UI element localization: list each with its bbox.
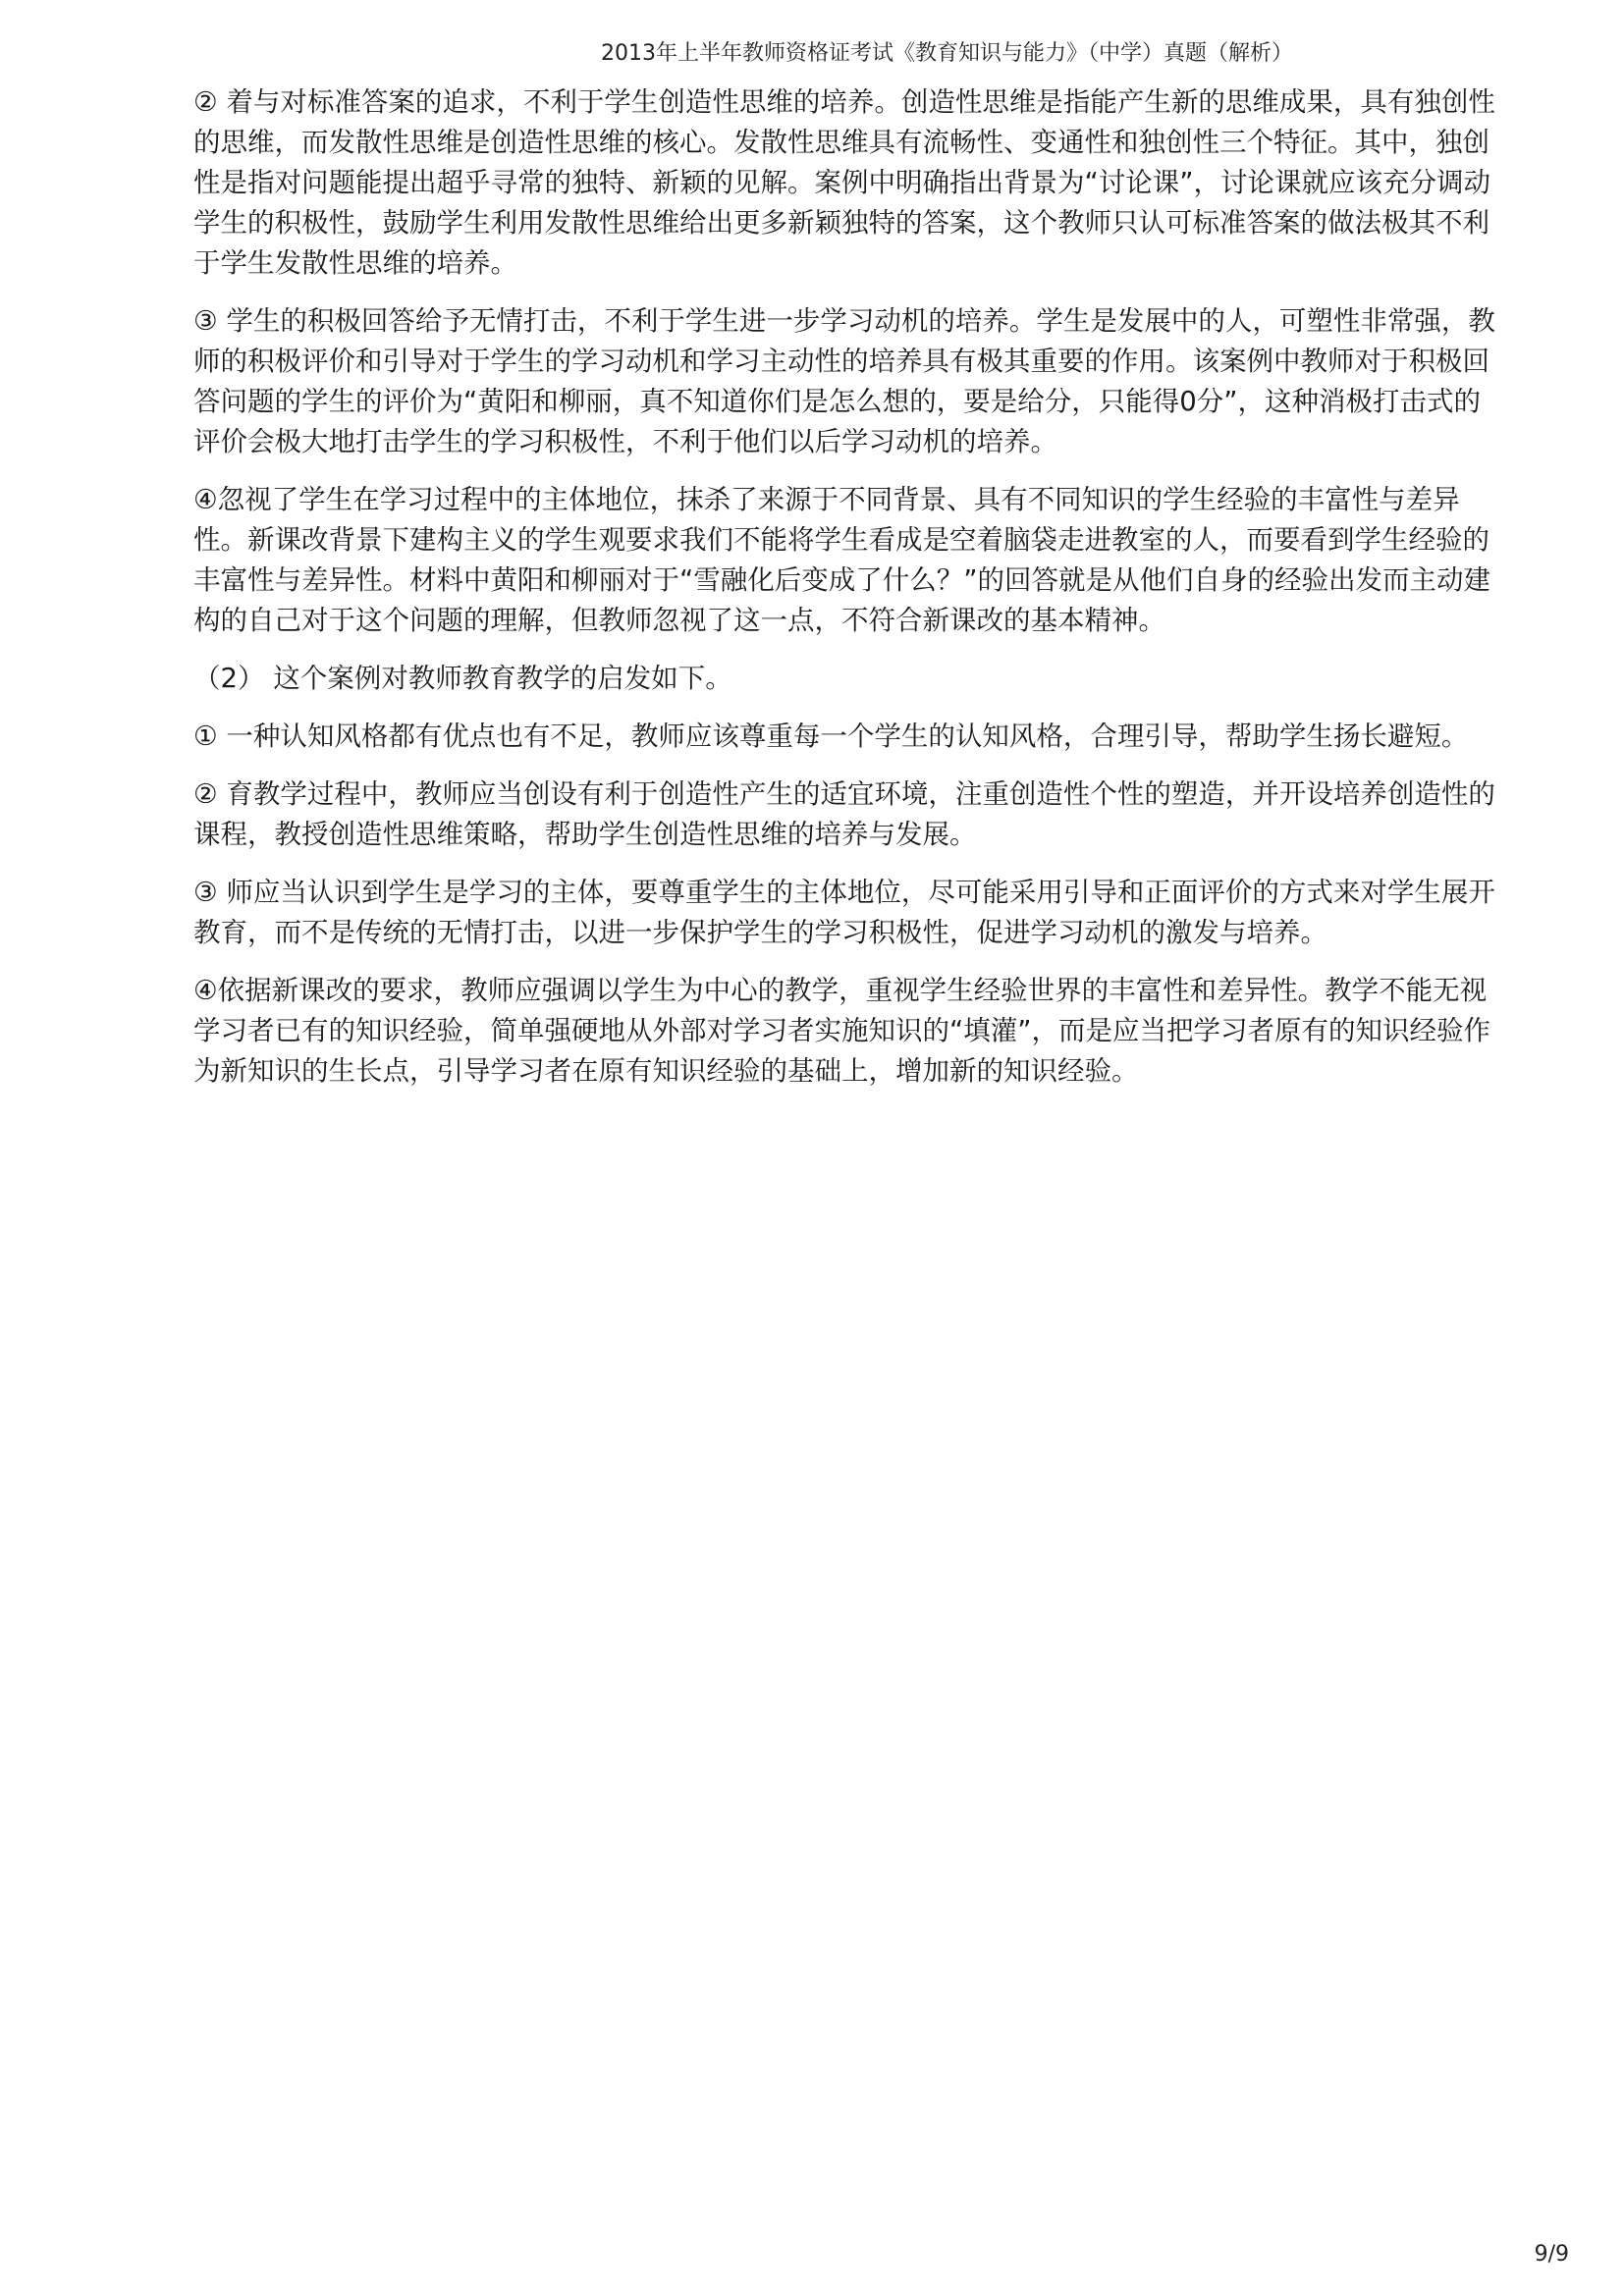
paragraph-student-subject: ④忽视了学生在学习过程中的主体地位，抹杀了来源于不同背景、具有不同知识的学生经验的丰富性与差异性。新课改背景下建构主义的学生观要求我们不能将学生看成是空着脑袋走进教室的人，而要看到学生经验的丰富性与差异性。材料中黄阳和柳丽对于“雪融化后变成了什么？”的回答就是从他们自身的经验出发而主动建构的自己对于这个问题的理解，但教师忽视了这一点，不符合新课改的基本精神。: [193, 484, 1490, 636]
paragraph-section-2-heading: （2） 这个案例对教师教育教学的启发如下。: [193, 663, 732, 694]
paragraph-new-curriculum: ④依据新课改的要求，教师应强调以学生为中心的教学，重视学生经验世界的丰富性和差异性。教学不能无视学习者已有的知识经验，简单强硬地从外部对学习者实施知识的“填灌”，而是应当把学习者原有的知识经验作为新知识的生长点，引导学习者在原有知识经验的基础上，增加新的知识经验。: [193, 975, 1490, 1087]
page-header: 2013年上半年教师资格证考试《教育知识与能力》（中学）真题（解析）: [601, 41, 1293, 66]
paragraph-creative-thinking: ② 着与对标准答案的追求，不利于学生创造性思维的培养。创造性思维是指能产生新的思维成果，具有独创性的思维，而发散性思维是创造性思维的核心。发散性思维具有流畅性、变通性和独创性三个特征。其中，独创性是指对问题能提出超乎寻常的独特、新颖的见解。案例中明确指出背景为“讨论课”，讨论课就应该充分调动学生的积极性，鼓励学生利用发散性思维给出更多新颖独特的答案，这个教师只认可标准答案的做法极其不利于学生发散性思维的培养。: [193, 86, 1495, 279]
paragraph-positive-evaluation: ③ 师应当认识到学生是学习的主体，要尊重学生的主体地位，尽可能采用引导和正面评价的方式来对学生展开教育，而不是传统的无情打击，以进一步保护学生的学习积极性，促进学习动机的激发与培养。: [193, 877, 1495, 948]
page-number: 9/9: [1534, 2242, 1569, 2267]
paragraph-cognitive-style: ① 一种认知风格都有优点也有不足，教师应该尊重每一个学生的认知风格，合理引导，帮助学生扬长避短。: [193, 721, 1469, 752]
paragraph-learning-motivation: ③ 学生的积极回答给予无情打击，不利于学生进一步学习动机的培养。学生是发展中的人，可塑性非常强，教师的积极评价和引导对于学生的学习动机和学习主动性的培养具有极其重要的作用。该案例中教师对于积极回答问题的学生的评价为“黄阳和柳丽，真不知道你们是怎么想的，要是给分，只能得0分”，这种消极打击式的评价会极大地打击学生的学习积极性，不利于他们以后学习动机的培养。: [193, 305, 1495, 457]
paragraph-creative-environment: ② 育教学过程中，教师应当创设有利于创造性产生的适宜环境，注重创造性个性的塑造，并开设培养创造性的课程，教授创造性思维策略，帮助学生创造性思维的培养与发展。: [193, 778, 1495, 850]
document-body: [193, 82, 1499, 1109]
